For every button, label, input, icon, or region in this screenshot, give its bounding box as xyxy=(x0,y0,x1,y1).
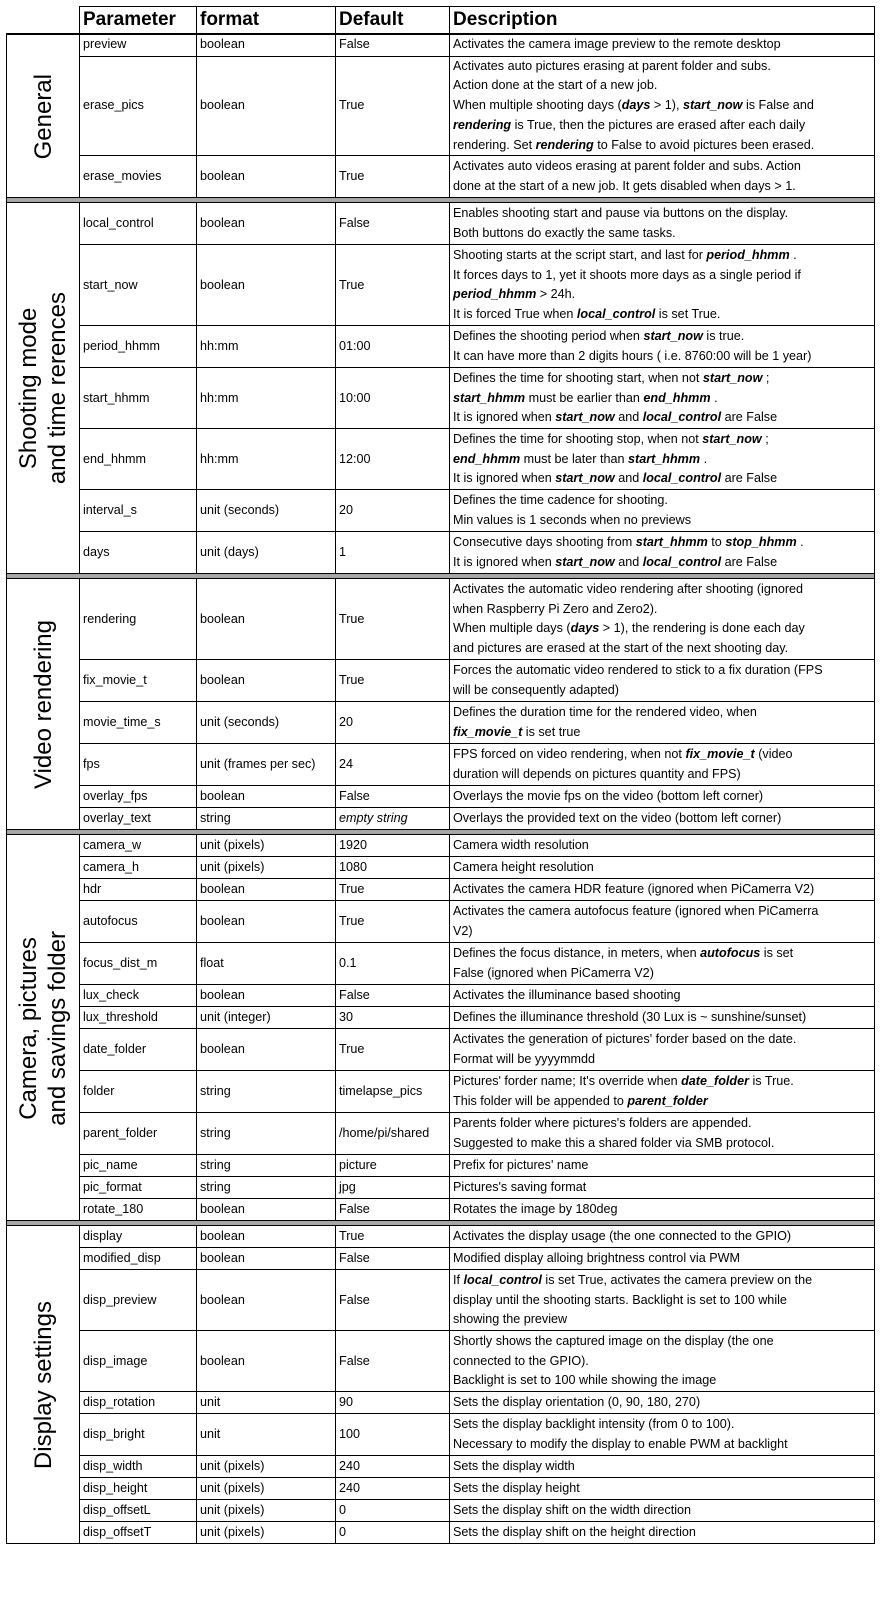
description-cell: Activates the illuminance based shooting xyxy=(450,985,875,1007)
keyword: start_hhmm xyxy=(635,535,708,550)
format-cell: unit (pixels) xyxy=(197,1478,336,1500)
description-cell: Modified display alloing brightness control via PWM xyxy=(450,1248,875,1270)
parameter-cell: pic_name xyxy=(80,1155,197,1177)
parameter-cell: lux_check xyxy=(80,985,197,1007)
parameter-cell: disp_image xyxy=(80,1331,197,1392)
format-cell: string xyxy=(197,1071,336,1113)
keyword: local_control xyxy=(576,307,656,322)
keyword: start_now xyxy=(682,98,743,113)
format-cell: boolean xyxy=(197,985,336,1007)
default-cell: timelapse_pics xyxy=(336,1071,450,1113)
table-row xyxy=(7,1155,875,1177)
table-row xyxy=(7,1113,875,1155)
group-label-cell xyxy=(7,579,80,830)
format-cell: unit (integer) xyxy=(197,1007,336,1029)
table-row xyxy=(7,1392,875,1414)
description-cell: Sets the display shift on the width direction xyxy=(450,1500,875,1522)
table-row xyxy=(7,490,875,532)
table-row xyxy=(7,660,875,702)
keyword: autofocus xyxy=(700,946,761,961)
parameter-cell: disp_offsetT xyxy=(80,1522,197,1544)
parameter-cell: disp_preview xyxy=(80,1270,197,1331)
parameter-cell: preview xyxy=(80,34,197,56)
description-cell: Sets the display backlight intensity (from 0 to 100). Necessary to modify the display to enable PWM at backlight xyxy=(450,1414,875,1456)
table-row xyxy=(7,1522,875,1544)
format-cell: boolean xyxy=(197,1226,336,1248)
parameter-cell: overlay_text xyxy=(80,808,197,830)
table-row xyxy=(7,786,875,808)
keyword: start_hhmm xyxy=(453,390,526,405)
default-cell: True xyxy=(336,879,450,901)
description-cell: Sets the display height xyxy=(450,1478,875,1500)
table-row xyxy=(7,579,875,660)
default-cell: 0 xyxy=(336,1522,450,1544)
format-cell: unit (pixels) xyxy=(197,1522,336,1544)
format-cell: boolean xyxy=(197,1270,336,1331)
default-cell: 0.1 xyxy=(336,943,450,985)
description-cell: Activates the camera image preview to the remote desktop xyxy=(450,34,875,56)
table-row xyxy=(7,34,875,56)
description-cell: Camera height resolution xyxy=(450,857,875,879)
default-cell: 10:00 xyxy=(336,368,450,429)
group-title: General xyxy=(29,73,57,159)
header-description: Description xyxy=(450,7,875,35)
description-cell: Defines the focus distance, in meters, when autofocus is set False (ignored when PiCamerra V2) xyxy=(450,943,875,985)
format-cell: boolean xyxy=(197,245,336,326)
default-cell: 90 xyxy=(336,1392,450,1414)
format-cell: string xyxy=(197,1113,336,1155)
description-cell: Activates the camera HDR feature (ignored when PiCamerra V2) xyxy=(450,879,875,901)
group-label-cell xyxy=(7,34,80,198)
table-row xyxy=(7,326,875,368)
parameter-cell: movie_time_s xyxy=(80,702,197,744)
parameter-cell: disp_height xyxy=(80,1478,197,1500)
description-cell: Rotates the image by 180deg xyxy=(450,1199,875,1221)
description-cell: Activates the generation of pictures' forder based on the date. Format will be yyyymmdd xyxy=(450,1029,875,1071)
parameter-cell: display xyxy=(80,1226,197,1248)
table-body xyxy=(7,34,875,1544)
group-title: Shooting mode and time rerences xyxy=(15,292,71,485)
parameter-cell: disp_rotation xyxy=(80,1392,197,1414)
description-cell: Consecutive days shooting from start_hhmm to stop_hhmm . It is ignored when start_now and local_control are False xyxy=(450,532,875,574)
parameter-cell: fps xyxy=(80,744,197,786)
table-row xyxy=(7,744,875,786)
parameter-cell: local_control xyxy=(80,203,197,245)
parameter-cell: end_hhmm xyxy=(80,429,197,490)
keyword: local_control xyxy=(642,410,722,425)
default-cell: True xyxy=(336,56,450,156)
keyword: start_now xyxy=(555,471,615,486)
description-cell: If local_control is set True, activates the camera preview on the display until the shooting starts. Backlight is set to 100 while showing the preview xyxy=(450,1270,875,1331)
format-cell: unit (pixels) xyxy=(197,835,336,857)
table-row xyxy=(7,1007,875,1029)
parameter-cell: fix_movie_t xyxy=(80,660,197,702)
format-cell: boolean xyxy=(197,203,336,245)
format-cell: unit (pixels) xyxy=(197,1456,336,1478)
table-row xyxy=(7,857,875,879)
keyword: local_control xyxy=(642,554,722,569)
parameter-cell: erase_movies xyxy=(80,156,197,198)
group-label-cell xyxy=(7,203,80,574)
description-cell: Defines the time cadence for shooting. Min values is 1 seconds when no previews xyxy=(450,490,875,532)
format-cell: hh:mm xyxy=(197,326,336,368)
header-row xyxy=(7,7,875,35)
table-row xyxy=(7,429,875,490)
description-cell: FPS forced on video rendering, when not fix_movie_t (video duration will depends on pictures quantity and FPS) xyxy=(450,744,875,786)
header-default: Default xyxy=(336,7,450,35)
default-cell: 12:00 xyxy=(336,429,450,490)
description-cell: Defines the shooting period when start_now is true. It can have more than 2 digits hours ( i.e. 8760:00 will be 1 year) xyxy=(450,326,875,368)
parameter-cell: autofocus xyxy=(80,901,197,943)
format-cell: boolean xyxy=(197,579,336,660)
default-cell: 1920 xyxy=(336,835,450,857)
table-row xyxy=(7,156,875,198)
table-row xyxy=(7,1248,875,1270)
header-format: format xyxy=(197,7,336,35)
keyword: days xyxy=(570,621,600,636)
table-row xyxy=(7,1414,875,1456)
default-cell: False xyxy=(336,203,450,245)
description-cell: Prefix for pictures' name xyxy=(450,1155,875,1177)
format-cell: boolean xyxy=(197,1199,336,1221)
group-label-cell xyxy=(7,835,80,1221)
format-cell: unit xyxy=(197,1414,336,1456)
table-row xyxy=(7,368,875,429)
default-cell: False xyxy=(336,34,450,56)
format-cell: hh:mm xyxy=(197,429,336,490)
group-label-cell xyxy=(7,1226,80,1544)
default-cell: False xyxy=(336,1199,450,1221)
keyword: end_hhmm xyxy=(643,390,711,405)
parameter-cell: disp_bright xyxy=(80,1414,197,1456)
parameter-cell: camera_w xyxy=(80,835,197,857)
group-title: Video rendering xyxy=(29,619,57,789)
description-cell: Defines the time for shooting stop, when not start_now ; end_hhmm must be later than start_hhmm . It is ignored when start_now and local_control are False xyxy=(450,429,875,490)
format-cell: string xyxy=(197,808,336,830)
table-row xyxy=(7,702,875,744)
description-cell: Enables shooting start and pause via buttons on the display. Both buttons do exactly the same tasks. xyxy=(450,203,875,245)
parameter-cell: modified_disp xyxy=(80,1248,197,1270)
parameter-cell: rotate_180 xyxy=(80,1199,197,1221)
description-cell: Forces the automatic video rendered to stick to a fix duration (FPS will be consequently adapted) xyxy=(450,660,875,702)
default-cell: 24 xyxy=(336,744,450,786)
default-cell: False xyxy=(336,1248,450,1270)
parameter-cell: focus_dist_m xyxy=(80,943,197,985)
keyword: date_folder xyxy=(681,1074,749,1089)
default-cell: 1 xyxy=(336,532,450,574)
default-cell: 0 xyxy=(336,1500,450,1522)
table-row xyxy=(7,901,875,943)
default-cell: 1080 xyxy=(336,857,450,879)
format-cell: boolean xyxy=(197,1331,336,1392)
description-cell: Shooting starts at the script start, and last for period_hhmm . It forces days to 1, yet it shoots more days as a single period if period_hhmm > 24h. It is forced True when local_control is set True. xyxy=(450,245,875,326)
description-cell: Pictures's saving format xyxy=(450,1177,875,1199)
keyword: period_hhmm xyxy=(706,247,790,262)
format-cell: hh:mm xyxy=(197,368,336,429)
parameter-cell: interval_s xyxy=(80,490,197,532)
parameter-cell: parent_folder xyxy=(80,1113,197,1155)
format-cell: boolean xyxy=(197,156,336,198)
description-cell: Sets the display orientation (0, 90, 180, 270) xyxy=(450,1392,875,1414)
parameter-cell: hdr xyxy=(80,879,197,901)
description-cell: Activates auto videos erasing at parent folder and subs. Action done at the start of a new job. It gets disabled when days > 1. xyxy=(450,156,875,198)
format-cell: boolean xyxy=(197,1029,336,1071)
keyword: start_hhmm xyxy=(628,451,701,466)
format-cell: string xyxy=(197,1177,336,1199)
keyword: period_hhmm xyxy=(453,287,537,302)
format-cell: unit (seconds) xyxy=(197,702,336,744)
keyword: rendering xyxy=(535,137,594,152)
default-cell: False xyxy=(336,786,450,808)
format-cell: boolean xyxy=(197,56,336,156)
keyword: start_now xyxy=(702,431,762,446)
parameter-cell: lux_threshold xyxy=(80,1007,197,1029)
keyword: start_now xyxy=(702,370,763,385)
table-row xyxy=(7,1071,875,1113)
table-row xyxy=(7,1226,875,1248)
parameter-cell: folder xyxy=(80,1071,197,1113)
format-cell: unit xyxy=(197,1392,336,1414)
default-cell: 20 xyxy=(336,490,450,532)
default-cell: False xyxy=(336,1270,450,1331)
table-row xyxy=(7,1456,875,1478)
default-cell: 20 xyxy=(336,702,450,744)
format-cell: boolean xyxy=(197,660,336,702)
table-row xyxy=(7,879,875,901)
description-cell: Overlays the movie fps on the video (bottom left corner) xyxy=(450,786,875,808)
description-cell: Camera width resolution xyxy=(450,835,875,857)
default-cell: 100 xyxy=(336,1414,450,1456)
table-row xyxy=(7,1177,875,1199)
description-cell: Pictures' forder name; It's override when date_folder is True. This folder will be appended to parent_folder xyxy=(450,1071,875,1113)
keyword: fix_movie_t xyxy=(685,747,755,762)
keyword: parent_folder xyxy=(627,1093,708,1108)
header-parameter: Parameter xyxy=(80,7,197,35)
default-cell: 01:00 xyxy=(336,326,450,368)
table-row xyxy=(7,532,875,574)
keyword: start_now xyxy=(555,410,615,425)
parameter-cell: camera_h xyxy=(80,857,197,879)
format-cell: boolean xyxy=(197,901,336,943)
keyword: start_now xyxy=(555,554,615,569)
format-cell: string xyxy=(197,1155,336,1177)
format-cell: unit (frames per sec) xyxy=(197,744,336,786)
group-title: Display settings xyxy=(29,1300,57,1470)
description-cell: Shortly shows the captured image on the display (the one connected to the GPIO). Backlight is set to 100 while showing the image xyxy=(450,1331,875,1392)
default-cell: 240 xyxy=(336,1456,450,1478)
table-row xyxy=(7,1331,875,1392)
parameter-cell: start_now xyxy=(80,245,197,326)
keyword: end_hhmm xyxy=(453,451,521,466)
format-cell: unit (pixels) xyxy=(197,1500,336,1522)
header-blank xyxy=(7,7,80,35)
parameter-cell: overlay_fps xyxy=(80,786,197,808)
description-cell: Sets the display shift on the height direction xyxy=(450,1522,875,1544)
description-cell: Activates the automatic video rendering after shooting (ignored when Raspberry Pi Zero and Zero2). When multiple days (days > 1), the rendering is done each day and pictures are erased at the start of the next shooting day. xyxy=(450,579,875,660)
parameter-cell: period_hhmm xyxy=(80,326,197,368)
parameter-table xyxy=(6,6,875,1544)
description-cell: Defines the duration time for the rendered video, when fix_movie_t is set true xyxy=(450,702,875,744)
description-cell: Activates the display usage (the one connected to the GPIO) xyxy=(450,1226,875,1248)
default-cell: 240 xyxy=(336,1478,450,1500)
default-cell: jpg xyxy=(336,1177,450,1199)
keyword: local_control xyxy=(642,471,722,486)
group-title: Camera, pictures and savings folder xyxy=(15,930,71,1126)
description-cell: Activates the camera autofocus feature (ignored when PiCamerra V2) xyxy=(450,901,875,943)
description-cell: Defines the time for shooting start, when not start_now ; start_hhmm must be earlier than end_hhmm . It is ignored when start_now and local_control are False xyxy=(450,368,875,429)
default-cell: True xyxy=(336,156,450,198)
table-row xyxy=(7,1270,875,1331)
format-cell: float xyxy=(197,943,336,985)
default-cell: True xyxy=(336,1226,450,1248)
default-cell: True xyxy=(336,245,450,326)
parameter-cell: start_hhmm xyxy=(80,368,197,429)
parameter-cell: erase_pics xyxy=(80,56,197,156)
table-row xyxy=(7,808,875,830)
parameter-cell: disp_width xyxy=(80,1456,197,1478)
format-cell: unit (days) xyxy=(197,532,336,574)
format-cell: boolean xyxy=(197,879,336,901)
parameter-cell: days xyxy=(80,532,197,574)
table-row xyxy=(7,1029,875,1071)
table-row xyxy=(7,1199,875,1221)
parameter-cell: pic_format xyxy=(80,1177,197,1199)
format-cell: boolean xyxy=(197,34,336,56)
format-cell: unit (pixels) xyxy=(197,857,336,879)
table-row xyxy=(7,1478,875,1500)
keyword: days xyxy=(621,98,651,113)
description-cell: Activates auto pictures erasing at parent folder and subs. Action done at the start of a new job. When multiple shooting days (days > 1), start_now is False and rendering is True, then the pictures are erased after each daily rendering. Set rendering to False to avoid pictures been erased. xyxy=(450,56,875,156)
parameter-cell: disp_offsetL xyxy=(80,1500,197,1522)
table-row xyxy=(7,943,875,985)
default-cell: True xyxy=(336,901,450,943)
default-cell: True xyxy=(336,579,450,660)
table-row xyxy=(7,1500,875,1522)
default-cell: empty string xyxy=(336,808,450,830)
table-row xyxy=(7,985,875,1007)
format-cell: boolean xyxy=(197,786,336,808)
table-row xyxy=(7,245,875,326)
format-cell: boolean xyxy=(197,1248,336,1270)
format-cell: unit (seconds) xyxy=(197,490,336,532)
description-cell: Overlays the provided text on the video (bottom left corner) xyxy=(450,808,875,830)
parameter-cell: rendering xyxy=(80,579,197,660)
description-cell: Sets the display width xyxy=(450,1456,875,1478)
default-cell: /home/pi/shared xyxy=(336,1113,450,1155)
default-cell: picture xyxy=(336,1155,450,1177)
default-cell: False xyxy=(336,1331,450,1392)
default-cell: False xyxy=(336,985,450,1007)
parameter-table-wrapper xyxy=(6,6,875,1544)
default-cell: True xyxy=(336,1029,450,1071)
keyword: start_now xyxy=(643,329,703,344)
table-row xyxy=(7,835,875,857)
keyword: rendering xyxy=(453,117,512,132)
default-cell: True xyxy=(336,660,450,702)
parameter-cell: date_folder xyxy=(80,1029,197,1071)
keyword: stop_hhmm xyxy=(725,535,797,550)
keyword: fix_movie_t xyxy=(453,724,523,739)
keyword: local_control xyxy=(463,1272,542,1287)
table-row xyxy=(7,203,875,245)
description-cell: Defines the illuminance threshold (30 Lux is ~ sunshine/sunset) xyxy=(450,1007,875,1029)
description-cell: Parents folder where pictures's folders are appended. Suggested to make this a shared folder via SMB protocol. xyxy=(450,1113,875,1155)
default-cell: 30 xyxy=(336,1007,450,1029)
table-row xyxy=(7,56,875,156)
